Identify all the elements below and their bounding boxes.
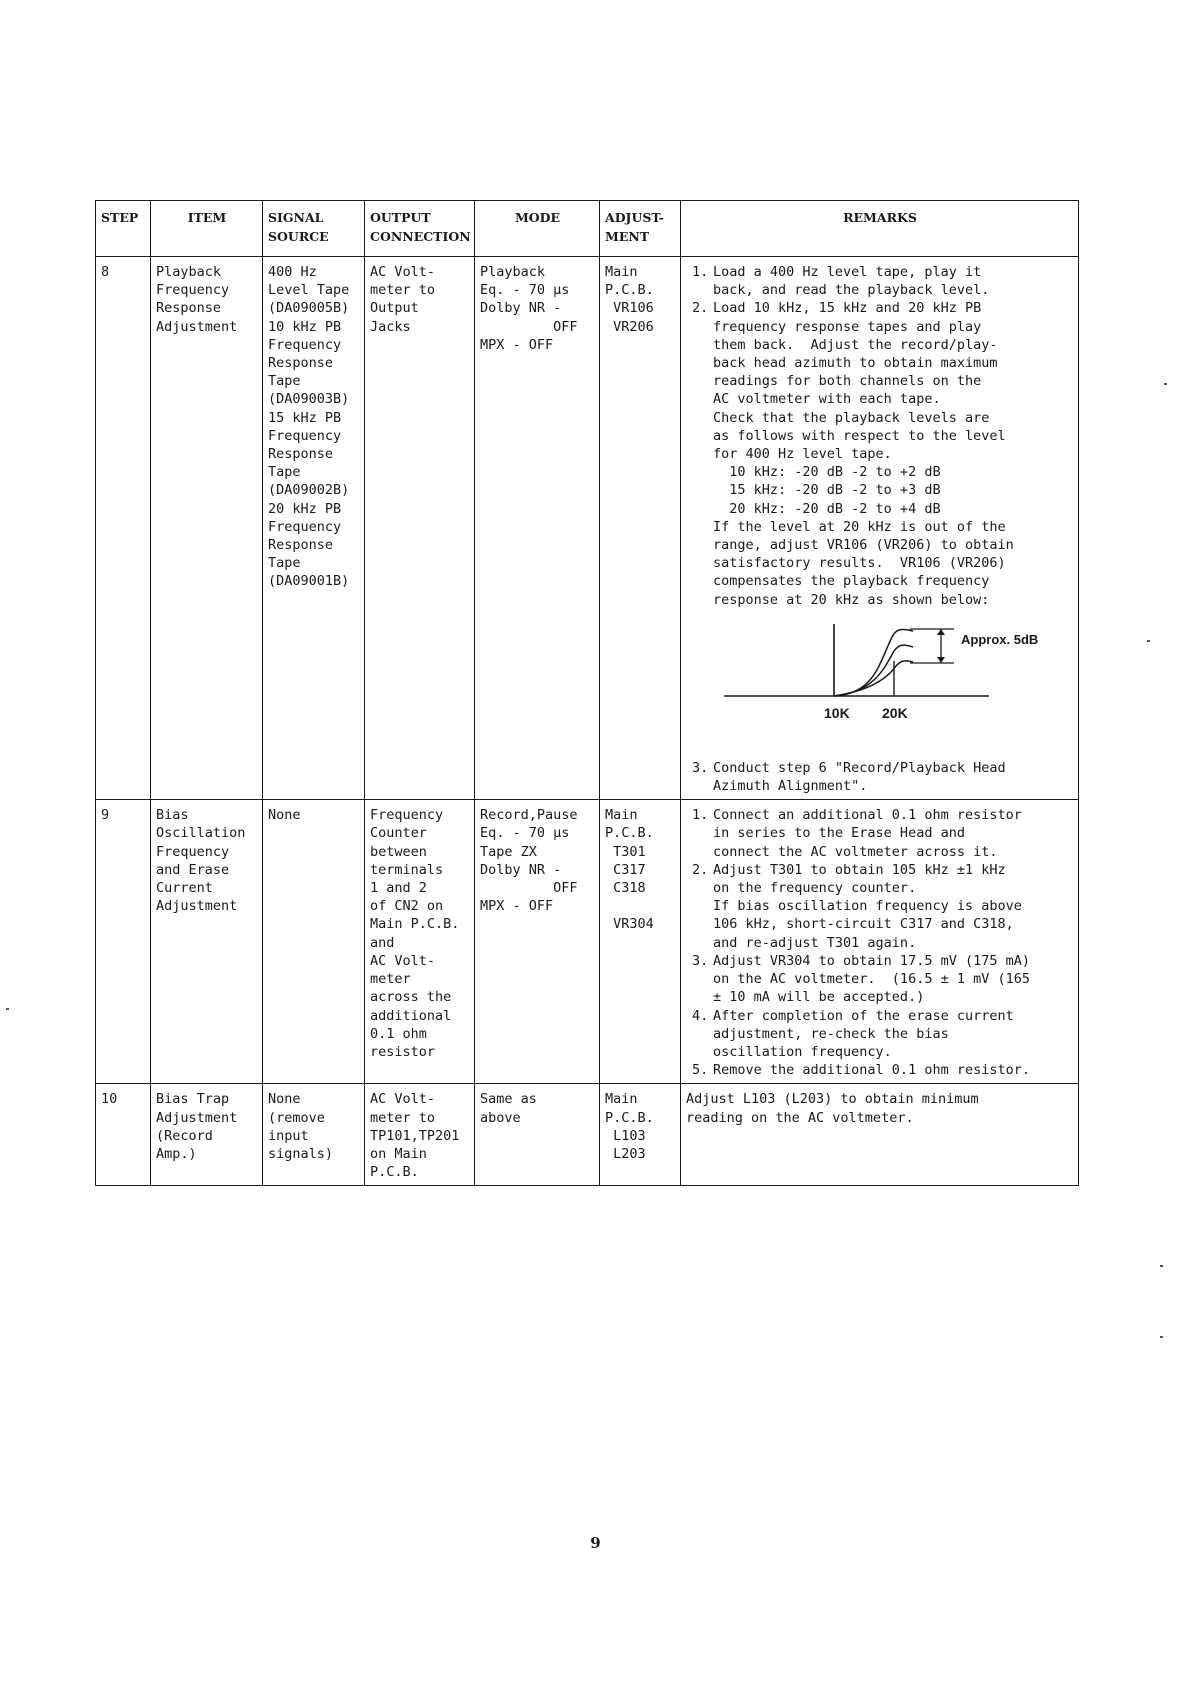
scan-speck <box>1160 1265 1163 1267</box>
remarks-cell <box>681 257 1079 800</box>
remark-number: 3. <box>692 952 709 969</box>
tick-label-20k: 20K <box>882 704 908 721</box>
remarks-list <box>686 759 1074 795</box>
remark-text: After completion of the erase current adjustment, re-check the bias oscillation frequency. <box>713 1007 1014 1060</box>
signal-source-cell: None (remove input signals) <box>263 1084 365 1186</box>
frequency-response-graph <box>686 609 1074 759</box>
response-curve-high <box>834 629 913 696</box>
remark-item <box>686 263 1074 299</box>
table-row <box>96 1084 1079 1186</box>
dimension-arrow-down-icon <box>937 657 945 663</box>
remark-text: Load a 400 Hz level tape, play it back, and read the playback level. <box>713 264 990 299</box>
response-curve-low <box>834 661 913 696</box>
item-cell: Bias Trap Adjustment (Record Amp.) <box>151 1084 263 1186</box>
adjustment-table <box>95 200 1079 1186</box>
remark-number: 5. <box>692 1062 709 1079</box>
adjustment-cell: Main P.C.B. L103 L203 <box>600 1084 681 1186</box>
header-remarks: REMARKS <box>681 201 1079 257</box>
remark-number: 3. <box>692 759 709 776</box>
remarks-cell: Adjust L103 (L203) to obtain minimum reading on the AC voltmeter. <box>681 1084 1079 1186</box>
header-row <box>96 201 1079 257</box>
output-connection-cell: AC Volt- meter to TP101,TP201 on Main P.C.B. <box>365 1084 475 1186</box>
remarks-list <box>686 263 1074 609</box>
remark-text: Load 10 kHz, 15 kHz and 20 kHz PB frequency response tapes and play them back. Adjust the record/play- back head azimuth to obtain maximum readings for both channels on the AC voltmeter with each tape. Check that the playback levels are as follows with respect to the level for 400 Hz level tape. 10 kHz: -20 dB -2 to +2 dB 15 kHz: -20 dB -2 to +3 dB 20 kHz: -20 dB -2 to +4 dB If the level at 20 kHz is out of the range, adjust VR106 (VR206) to obtain satisfactory results. VR106 (VR206) compensates the playback frequency response at 20 kHz as shown below: <box>713 300 1014 608</box>
remarks-cell <box>681 800 1079 1084</box>
remark-item <box>686 952 1074 1007</box>
dimension-arrow-up-icon <box>937 629 945 635</box>
scan-speck <box>1160 1336 1163 1338</box>
header-output-connection: OUTPUT CONNECTION <box>365 201 475 257</box>
header-signal-source: SIGNAL SOURCE <box>263 201 365 257</box>
header-mode: MODE <box>475 201 600 257</box>
item-cell: Playback Frequency Response Adjustment <box>151 257 263 800</box>
remark-text: Remove the additional 0.1 ohm resistor. <box>713 1062 1030 1079</box>
remarks-list <box>686 806 1074 1079</box>
header-item: ITEM <box>151 201 263 257</box>
output-connection-cell: Frequency Counter between terminals 1 and 2 of CN2 on Main P.C.B. and AC Volt- meter across the additional 0.1 ohm resistor <box>365 800 475 1084</box>
item-cell: Bias Oscillation Frequency and Erase Current Adjustment <box>151 800 263 1084</box>
adjustment-cell: Main P.C.B. VR106 VR206 <box>600 257 681 800</box>
signal-source-cell: None <box>263 800 365 1084</box>
step-number: 10 <box>96 1084 151 1186</box>
header-adjustment: ADJUST- MENT <box>600 201 681 257</box>
mode-cell: Playback Eq. - 70 µs Dolby NR - OFF MPX - OFF <box>475 257 600 800</box>
scan-speck <box>1164 383 1167 385</box>
remark-item <box>686 806 1074 861</box>
remark-text: Adjust T301 to obtain 105 kHz ±1 kHz on the frequency counter. If bias oscillation frequency is above 106 kHz, short-circuit C317 and C318, and re-adjust T301 again. <box>713 861 1022 951</box>
step-number: 8 <box>96 257 151 800</box>
remark-number: 1. <box>692 264 709 280</box>
step-number: 9 <box>96 800 151 1084</box>
mode-cell: Same as above <box>475 1084 600 1186</box>
remark-text: Connect an additional 0.1 ohm resistor in series to the Erase Head and connect the AC voltmeter across it. <box>713 807 1022 860</box>
response-curve-diagram <box>724 619 1064 734</box>
tick-label-10k: 10K <box>824 704 850 721</box>
table-row <box>96 800 1079 1084</box>
remark-item <box>686 759 1074 795</box>
remark-item <box>686 299 1074 608</box>
header-step: STEP <box>96 201 151 257</box>
remark-number: 2. <box>692 861 709 878</box>
remark-number: 1. <box>692 807 709 824</box>
remark-text: Conduct step 6 "Record/Playback Head Azimuth Alignment". <box>713 759 1006 795</box>
output-connection-cell: AC Volt- meter to Output Jacks <box>365 257 475 800</box>
response-curve-mid <box>834 645 913 696</box>
remark-item <box>686 1061 1074 1079</box>
scan-speck <box>6 1008 9 1010</box>
remark-number: 4. <box>692 1007 709 1024</box>
approx-5db-label: Approx. 5dB <box>961 631 1039 647</box>
signal-source-cell: 400 Hz Level Tape (DA09005B) 10 kHz PB Frequency Response Tape (DA09003B) 15 kHz PB Frequency Response Tape (DA09002B) 20 kHz PB Frequency Response Tape (DA09001B) <box>263 257 365 800</box>
page-number: 9 <box>590 1534 601 1552</box>
remark-text: Adjust VR304 to obtain 17.5 mV (175 mA) on the AC voltmeter. (16.5 ± 1 mV (165 ± 10 mA will be accepted.) <box>713 952 1030 1006</box>
adjustment-cell: Main P.C.B. T301 C317 C318 VR304 <box>600 800 681 1084</box>
remark-number: 2. <box>692 300 709 317</box>
mode-cell: Record,Pause Eq. - 70 µs Tape ZX Dolby NR - OFF MPX - OFF <box>475 800 600 1084</box>
remark-item <box>686 1007 1074 1062</box>
remark-item <box>686 861 1074 952</box>
scan-speck <box>1147 640 1150 642</box>
table-row <box>96 257 1079 800</box>
